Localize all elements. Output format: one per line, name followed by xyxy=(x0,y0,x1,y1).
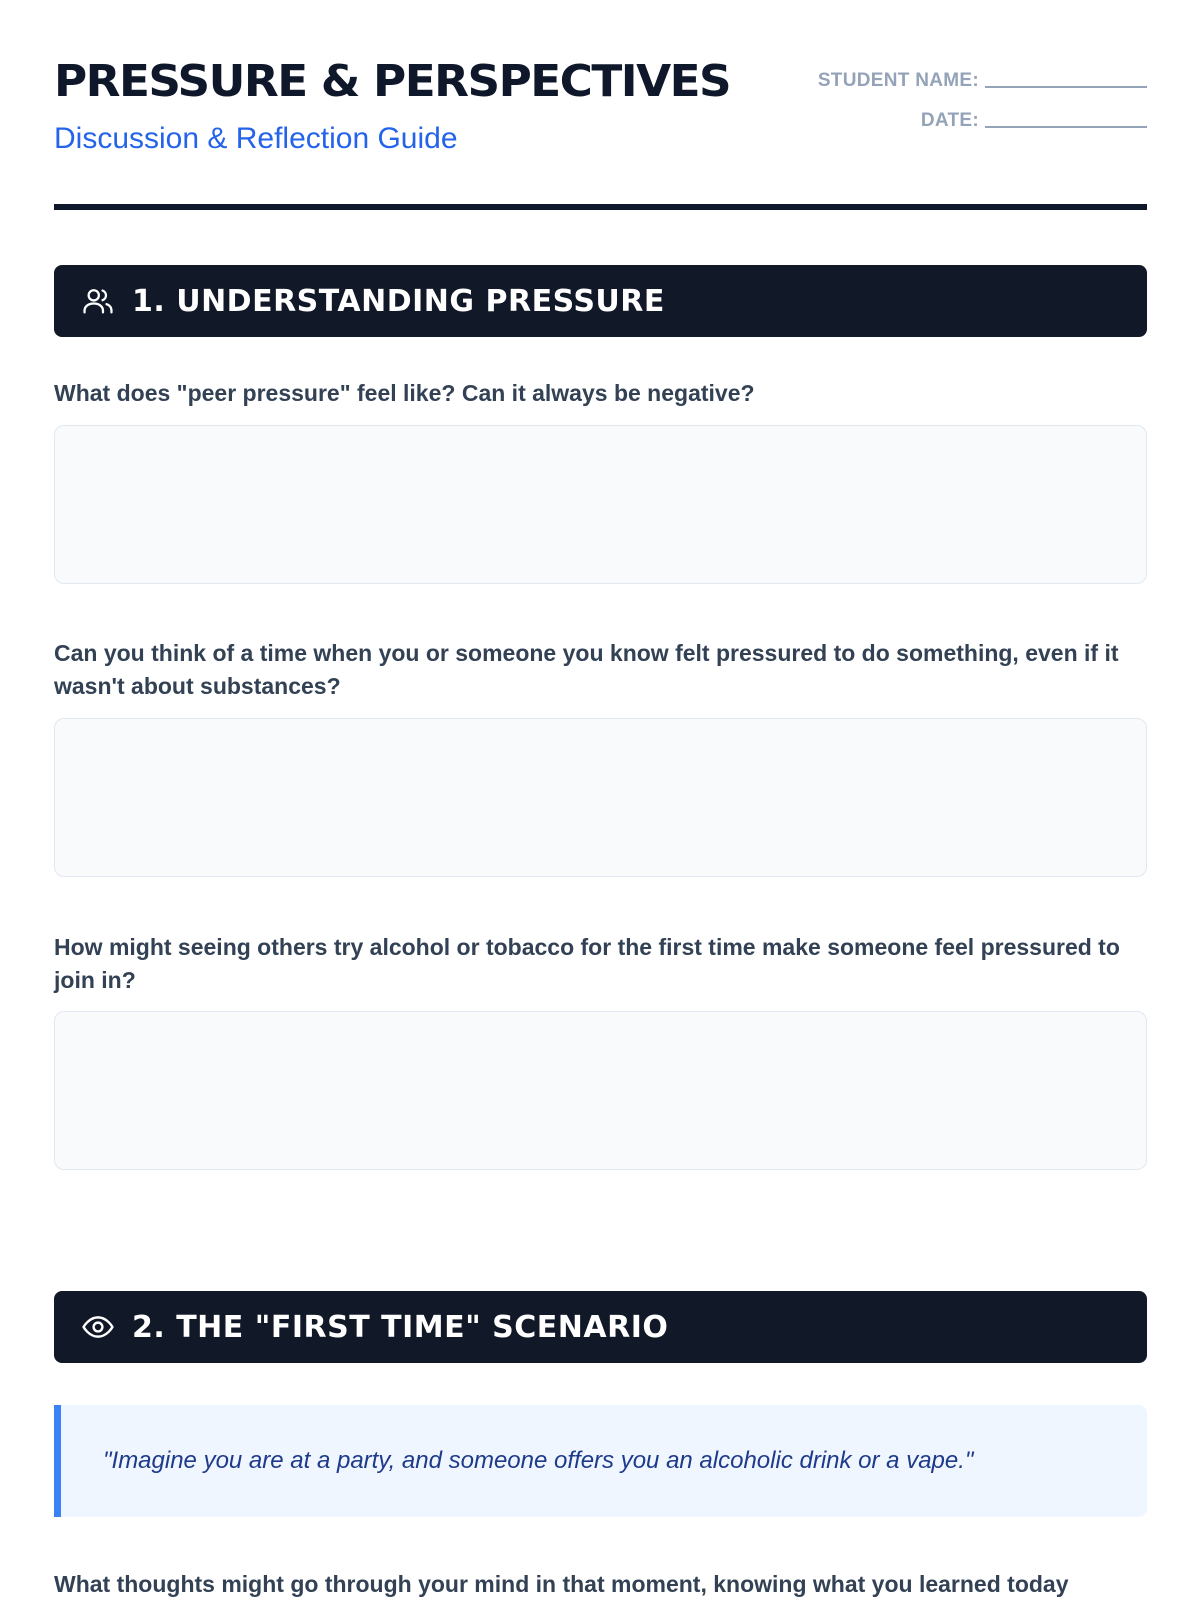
question-3: How might seeing others try alcohol or tobacco for the first time make someone feel pressured to join in? xyxy=(54,934,1120,993)
student-name-label: STUDENT NAME: xyxy=(817,70,979,91)
section-header-first-time-scenario xyxy=(54,1291,1147,1363)
section-title: 2. THE "FIRST TIME" SCENARIO xyxy=(132,1309,669,1345)
worksheet-page xyxy=(54,0,1147,1600)
answer-box-1[interactable] xyxy=(54,425,1147,584)
section-header-understanding-pressure xyxy=(54,265,1147,337)
question-1: What does "peer pressure" feel like? Can it always be negative? xyxy=(54,380,755,406)
answer-box-2[interactable] xyxy=(54,718,1147,877)
question-2: Can you think of a time when you or someone you know felt pressured to do something, even if it wasn't about substances? xyxy=(54,640,1119,699)
scenario-callout xyxy=(54,1405,1147,1517)
answer-box-3[interactable] xyxy=(54,1011,1147,1170)
student-name-field[interactable] xyxy=(985,86,1147,88)
page-subtitle: Discussion & Reflection Guide xyxy=(54,122,458,155)
page-title: PRESSURE & PERSPECTIVES xyxy=(54,56,731,107)
header-divider xyxy=(54,204,1147,210)
date-field[interactable] xyxy=(985,126,1147,128)
scenario-quote: "Imagine you are at a party, and someone offers you an alcoholic drink or a vape." xyxy=(103,1447,974,1474)
student-name-row xyxy=(818,52,1147,92)
date-label: DATE: xyxy=(920,110,979,131)
question-4: What thoughts might go through your mind in that moment, knowing what you learned today xyxy=(54,1571,1069,1597)
student-meta xyxy=(818,52,1147,132)
section-title: 1. UNDERSTANDING PRESSURE xyxy=(132,283,665,319)
date-row xyxy=(818,92,1147,132)
users-icon xyxy=(80,283,116,319)
worksheet-header xyxy=(54,52,1147,212)
eye-icon xyxy=(80,1309,116,1345)
